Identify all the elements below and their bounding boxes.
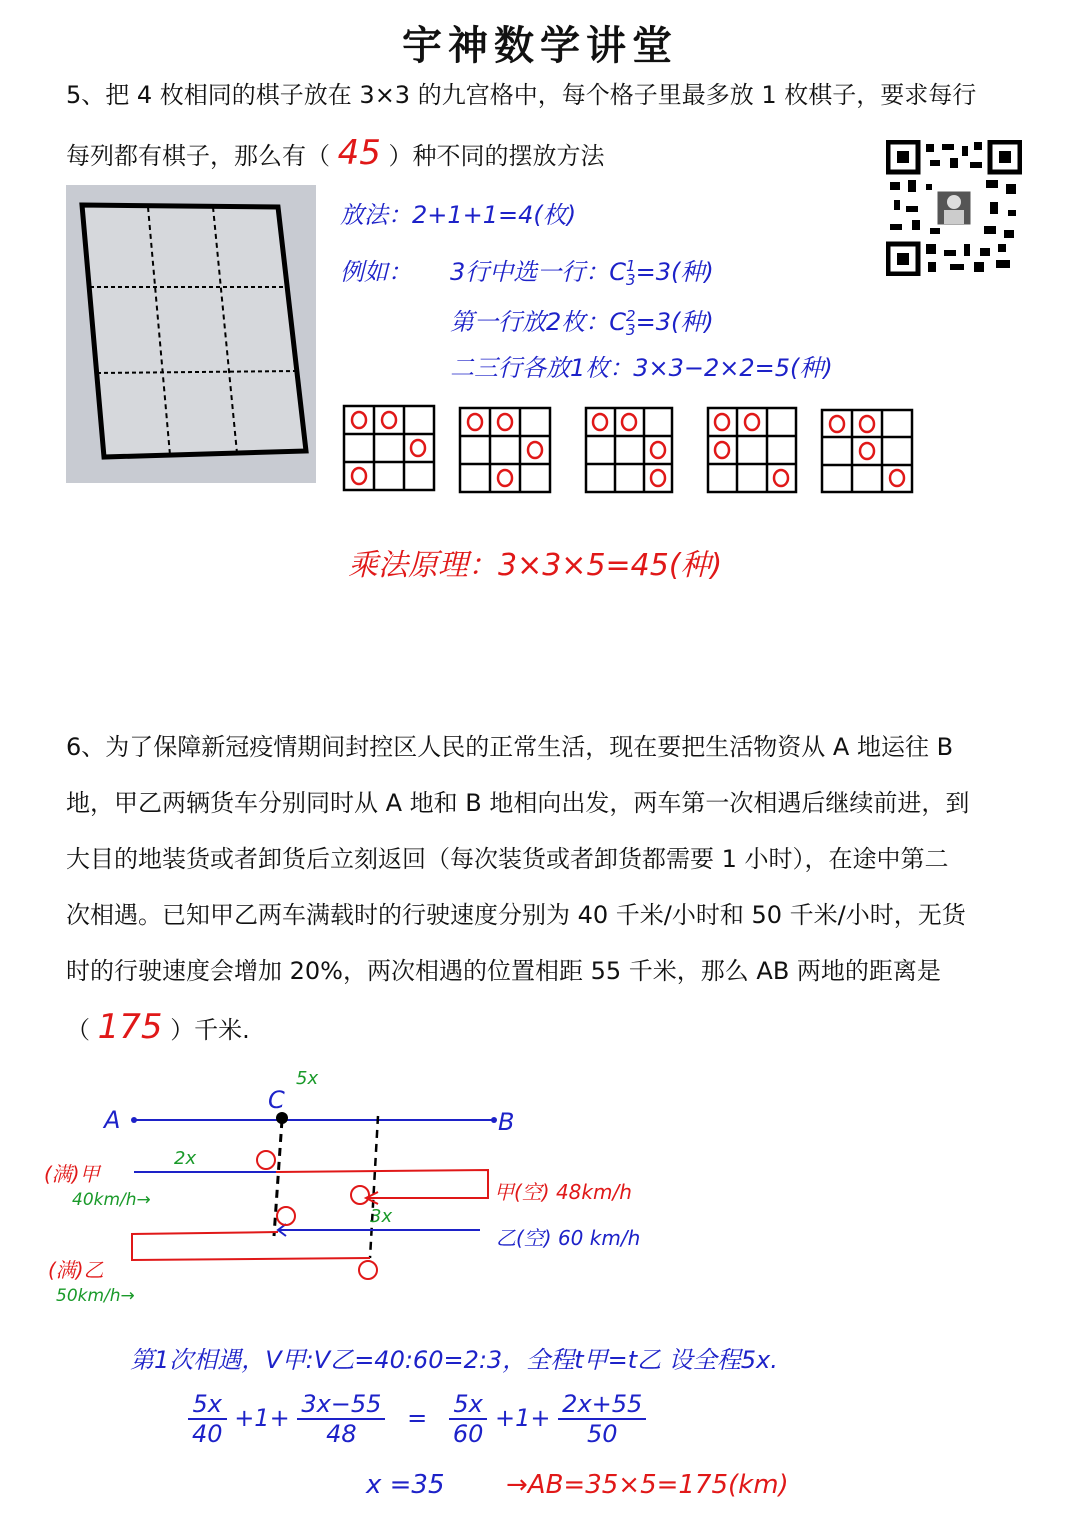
diagram-total-label: 5x: [296, 1068, 319, 1089]
problem6-line1: 6、为了保障新冠疫情期间封控区人民的正常生活，现在要把生活物资从 A 地运往 B: [66, 733, 954, 761]
grid-photo-drawing: [66, 185, 316, 483]
fraction-4-den: 50: [586, 1420, 618, 1448]
problem6-answer: 175: [97, 1007, 163, 1047]
diagram-point-a: A: [104, 1106, 121, 1134]
plus-one-1: +1+: [234, 1404, 290, 1432]
solution-equation: [188, 1390, 646, 1448]
equals-sign: =: [407, 1404, 428, 1432]
point-b-dot: [491, 1117, 497, 1123]
note-example-label: 例如：: [340, 258, 412, 286]
diagram-jia-empty: 甲(空) 48km/h: [494, 1180, 632, 1204]
fraction-2-num: 3x−55: [297, 1390, 385, 1420]
example-grid-4: [708, 408, 796, 492]
point-a-dot: [131, 1117, 137, 1123]
example-grid-1: [344, 406, 434, 490]
meet2-dashed-line: [370, 1116, 378, 1258]
diagram-yi-speed: 50km/h→: [56, 1286, 135, 1306]
note-choose-row-sub: 3: [626, 271, 636, 289]
problem5-line2-b: ）种不同的摆放方法: [388, 142, 605, 170]
example-grid-3: [586, 408, 672, 492]
yi-empty-path: [132, 1232, 370, 1260]
fraction-3-num: 5x: [449, 1390, 488, 1420]
problem6-line6: [66, 1007, 250, 1047]
diagram-point-c: C: [268, 1086, 285, 1114]
plus-one-2: +1+: [495, 1404, 551, 1432]
solution-x-value: x =35: [366, 1470, 445, 1500]
diagram-yi-empty: 乙(空) 60 km/h: [496, 1226, 641, 1250]
problem6-line5: 时的行驶速度会增加 20%，两次相遇的位置相距 55 千米，那么 AB 两地的距离是: [66, 957, 941, 985]
problem5-result: 乘法原理：3×3×5=45(种): [348, 548, 723, 583]
diagram-yi-seg: 3x: [370, 1206, 393, 1227]
note-first-row-tail: =3(种): [635, 308, 714, 336]
problem6-line2: 地，甲乙两辆货车分别同时从 A 地和 B 地相向出发，两车第一次相遇后继续前进，到: [66, 789, 970, 817]
problem5-line2-a: 每列都有棋子，那么有（: [66, 142, 330, 170]
fraction-3-den: 60: [452, 1420, 484, 1448]
diagram-point-b: B: [498, 1108, 515, 1136]
fraction-4: [558, 1390, 646, 1448]
fraction-1-num: 5x: [188, 1390, 227, 1420]
problem5-line1: 5、把 4 枚相同的棋子放在 3×3 的九宫格中，每个格子里最多放 1 枚棋子，要求每行: [66, 81, 977, 109]
fraction-1-den: 40: [192, 1420, 223, 1448]
marker-2b: [359, 1261, 377, 1279]
jia-empty-path: [276, 1170, 488, 1198]
problem6-line3: 大目的地装货或者卸货后立刻返回（每次装货或者卸货都需要 1 小时），在途中第二: [66, 845, 949, 873]
solution-step1: 第1次相遇，V甲:V乙=40:60=2:3，全程t甲=t乙 设全程5x.: [130, 1346, 778, 1374]
example-grids: [340, 400, 930, 500]
note-first-row-text: 第一行放2枚：C: [450, 308, 627, 336]
note-choose-row: [450, 252, 714, 287]
marker-1b: [277, 1207, 295, 1225]
example-grid-5: [822, 410, 912, 492]
grid-photo: [66, 185, 316, 483]
note-first-row-sup: 2: [626, 307, 636, 325]
problem6-line6-b: ）千米.: [170, 1016, 250, 1044]
marker-2a: [351, 1186, 369, 1204]
note-choose-row-sup: 1: [626, 257, 636, 275]
note-first-row-sub: 3: [626, 321, 636, 339]
diagram-jia-speed: 40km/h→: [72, 1190, 151, 1210]
fraction-2-den: 48: [326, 1420, 357, 1448]
problem5-line2: [66, 133, 605, 173]
fraction-1: [188, 1390, 227, 1448]
note-other-rows: 二三行各放1枚：3×3−2×2=5(种): [450, 354, 833, 382]
qr-code-image: [886, 140, 1022, 276]
diagram-yi-full: (满)乙: [48, 1258, 104, 1282]
fraction-3: [449, 1390, 488, 1448]
note-placement: 放法：2+1+1=4(枚): [340, 201, 577, 229]
diagram-jia-seg: 2x: [174, 1148, 197, 1169]
fraction-4-num: 2x+55: [558, 1390, 646, 1420]
note-choose-row-tail: =3(种): [635, 258, 714, 286]
note-choose-row-text: 3行中选一行：C: [450, 258, 627, 286]
example-grid-2: [460, 408, 550, 492]
fraction-2: [297, 1390, 385, 1448]
problem6-line4: 次相遇。已知甲乙两车满载时的行驶速度分别为 40 千米/小时和 50 千米/小时，无货: [66, 901, 966, 929]
problem5-answer: 45: [337, 133, 381, 173]
solution-ab-distance: →AB=35×5=175(km): [506, 1470, 789, 1500]
note-first-row: [450, 302, 714, 337]
marker-1a: [257, 1151, 275, 1169]
page-title: 宇神数学讲堂: [402, 22, 678, 69]
problem6-line6-a: （: [66, 1016, 90, 1044]
diagram-jia-full: (满)甲: [44, 1162, 100, 1186]
